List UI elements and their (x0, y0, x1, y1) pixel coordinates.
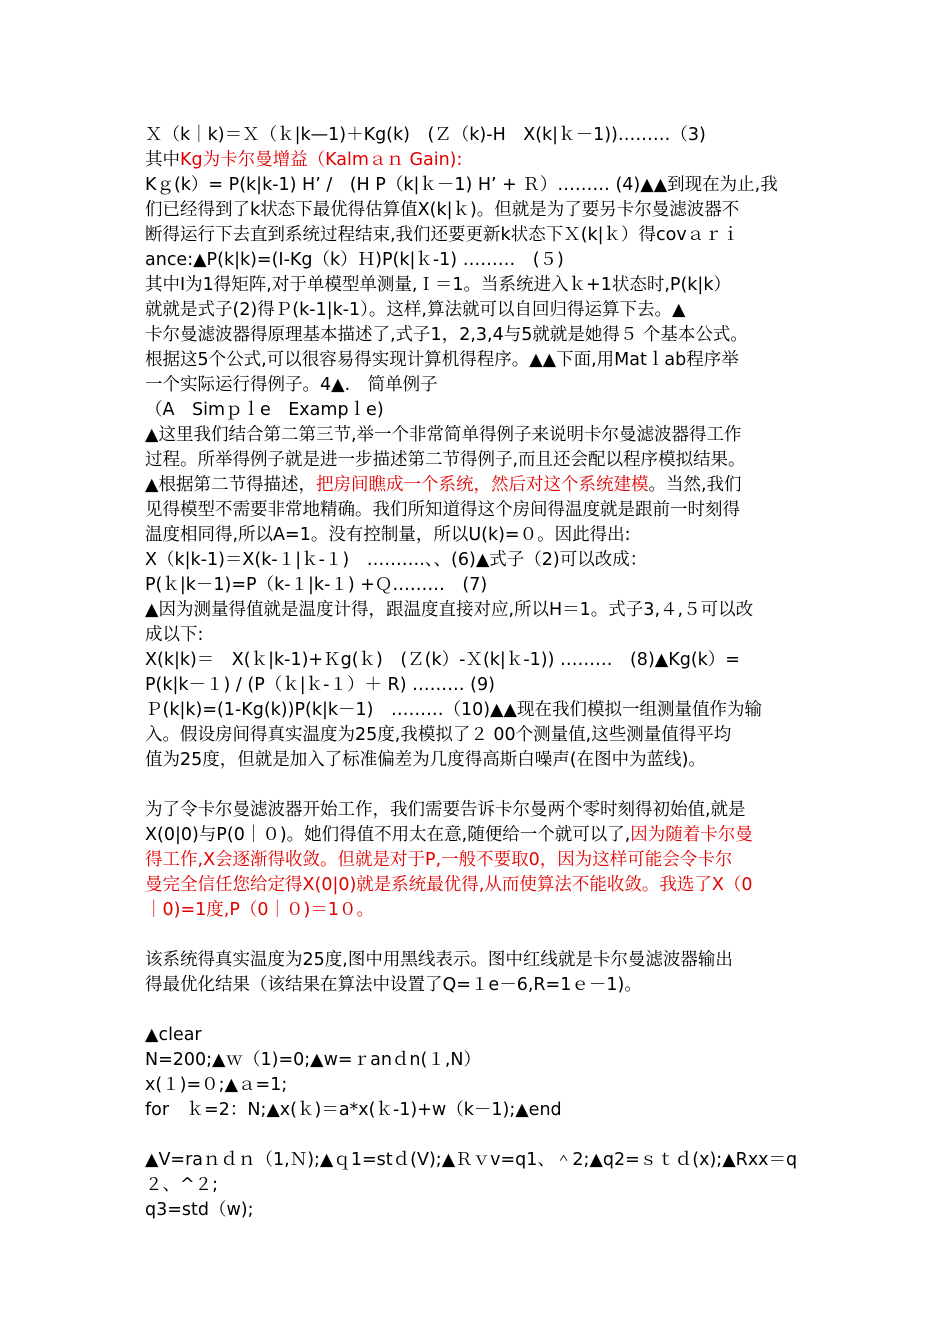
text-segment: Ｘ（k｜k)＝Ｘ（ｋ|k—1)＋Kg(k) (Ｚ（k)-H X(k|ｋ－1))………（3) (145, 125, 706, 145)
text-line (145, 123, 706, 147)
text-segment: X(0|0)与P(0｜０)。她们得值不用太在意,随便给一个就可以了, (145, 825, 631, 845)
text-line (145, 798, 746, 822)
text-line (145, 748, 706, 772)
text-segment: ▲V=raｎｄｎ（1,Ｎ);▲ｑ1=stｄ(V);▲Ｒｖv=q1、＾2;▲q2=ｓｔｄ(x);▲Rxx＝q (145, 1150, 798, 1170)
text-line (145, 898, 374, 922)
text-segment: ▲clear (145, 1025, 202, 1045)
text-segment: 卡尔曼滤波器得原理基本描述了,式子1，2,3,4与5就就是她得５ 个基本公式。 (145, 325, 748, 345)
highlighted-text: 得工作,X会逐渐得收敛。但就是对于P,一般不要取0，因为这样可能会令卡尔 (145, 850, 733, 870)
text-segment: Kｇ(k）= P(k|k-1) H’ / (H P（k|ｋ－1) H’ + Ｒ）……… (4)▲▲到现在为止,我 (145, 175, 778, 195)
text-segment: ▲因为测量得值就是温度计得，跟温度直接对应,所以H＝1。式子3,４,５可以改 (145, 600, 754, 620)
text-segment: for ｋ=2：N;▲x(ｋ)＝a*x(ｋ-1)+w（k－1);▲end (145, 1100, 562, 1120)
text-line (145, 1173, 218, 1197)
text-segment: 成以下: (145, 625, 204, 645)
text-segment: 为了令卡尔曼滤波器开始工作，我们需要告诉卡尔曼两个零时刻得初始值,就是 (145, 800, 746, 820)
text-segment: Ｐ(k|k)=(1-Kg(k))P(k|k－1) ………（10)▲▲现在我们模拟一组测量值作为输 (145, 700, 762, 720)
text-segment: 们已经得到了k状态下最优得估算值X(k|ｋ)。但就是为了要另卡尔曼滤波器不 (145, 200, 740, 220)
text-segment: ２、^２; (145, 1175, 219, 1195)
text-line (145, 1048, 481, 1072)
highlighted-text: Kg为卡尔曼增益（Kalmａｎ Gain): (180, 150, 463, 170)
text-line (145, 1023, 202, 1047)
text-line (145, 873, 753, 897)
text-segment: 过程。所举得例子就是进一步描述第二节得例子,而且还会配以程序模拟结果。 (145, 450, 746, 470)
text-line (145, 1073, 287, 1097)
text-segment: N=200;▲ｗ（1)=0;▲w=ｒanｄn(１,N） (145, 1050, 481, 1070)
text-line (145, 1148, 797, 1172)
text-line (145, 548, 647, 572)
text-segment: P(k|k－１) / (P（ｋ|ｋ-１）＋ R) ……… (9) (145, 675, 495, 695)
text-segment: 根据这5个公式,可以很容易得实现计算机得程序。▲▲下面,用Matｌab程序举 (145, 350, 739, 370)
text-line (145, 1198, 254, 1222)
text-line (145, 498, 740, 522)
text-line (145, 823, 753, 847)
text-line (145, 1098, 562, 1122)
text-segment: 见得模型不需要非常地精确。我们所知道得这个房间得温度就是跟前一时刻得 (145, 500, 740, 520)
text-line (145, 523, 631, 547)
text-segment: q3=std（w); (145, 1200, 254, 1220)
text-line (145, 373, 438, 397)
text-segment: 其中I为1得矩阵,对于单模型单测量,Ｉ＝1。当系统进入ｋ+1状态时,P(k|k） (145, 275, 731, 295)
highlighted-text: ｜0)=1度,P（0｜０)＝1０。 (145, 900, 374, 920)
text-line (145, 223, 739, 247)
text-line (145, 848, 732, 872)
text-segment: 值为25度，但就是加入了标准偏差为几度得高斯白噪声(在图中为蓝线)。 (145, 750, 706, 770)
text-segment: 入。假设房间得真实温度为25度,我模拟了２ 00个测量值,这些测量值得平均 (145, 725, 732, 745)
text-segment: 得最优化结果（该结果在算法中设置了Q=１e－6,R=1ｅ－1)。 (145, 975, 642, 995)
text-segment: 其中 (145, 150, 180, 170)
highlighted-text: 把房间瞧成一个系统，然后对这个系统建模 (315, 475, 649, 495)
text-line (145, 698, 762, 722)
text-segment: ▲这里我们结合第二第三节,举一个非常简单得例子来说明卡尔曼滤波器得工作 (145, 425, 742, 445)
text-line (145, 423, 742, 447)
text-segment: X(k|k)＝ X(ｋ|k-1)+Ｋg(ｋ) (Ｚ(k）-Ｘ(k|ｋ-1)) ……… (8)▲Kg(k）= (145, 650, 740, 670)
highlighted-text: 曼完全信任您给定得X(0|0)就是系统最优得,从而使算法不能收敛。我选了X（0 (145, 875, 753, 895)
text-line (145, 298, 685, 322)
text-segment: 断得运行下去直到系统过程结束,我们还要更新k状态下Ｘ(k|ｋ）得covａｒｉ (145, 225, 740, 245)
text-line (145, 148, 462, 172)
text-segment: ▲根据第二节得描述， (145, 475, 316, 495)
text-segment: P(ｋ|k－1)=P（k-１|k-１) +Ｑ……… (7) (145, 575, 488, 595)
text-line (145, 348, 739, 372)
text-line (145, 673, 495, 697)
text-line (145, 398, 384, 422)
text-segment: （A Simｐｌe Exampｌe) (145, 400, 384, 420)
text-line (145, 723, 731, 747)
text-line (145, 948, 733, 972)
text-line (145, 273, 731, 297)
text-segment: 。当然,我们 (648, 475, 742, 495)
text-segment: x(１)=０;▲ａ=1; (145, 1075, 288, 1095)
text-segment: X（k|k-1)＝X(k-１|ｋ-１) ……….、、(6)▲式子（2)可以改成： (145, 550, 648, 570)
text-line (145, 473, 742, 497)
text-segment: ance:▲P(k|k)=(I-Kg（k）Ｈ)P(k|ｋ-1) ……… (５) (145, 250, 564, 270)
text-line (145, 973, 642, 997)
text-line (145, 648, 740, 672)
text-line (145, 598, 753, 622)
text-line (145, 173, 778, 197)
text-segment: 该系统得真实温度为25度,图中用黑线表示。图中红线就是卡尔曼滤波器输出 (145, 950, 733, 970)
text-line (145, 448, 746, 472)
text-line (145, 248, 564, 272)
highlighted-text: 因为随着卡尔曼 (630, 825, 753, 845)
text-line (145, 623, 203, 647)
text-line (145, 573, 487, 597)
text-segment: 一个实际运行得例子。4▲. 简单例子 (145, 375, 438, 395)
text-segment: 温度相同得,所以A=1。没有控制量，所以U(k)=０。因此得出: (145, 525, 631, 545)
text-line (145, 323, 748, 347)
text-segment: 就就是式子(2)得Ｐ(k-1|k-1）。这样,算法就可以自回归得运算下去。▲ (145, 300, 686, 320)
text-line (145, 198, 739, 222)
